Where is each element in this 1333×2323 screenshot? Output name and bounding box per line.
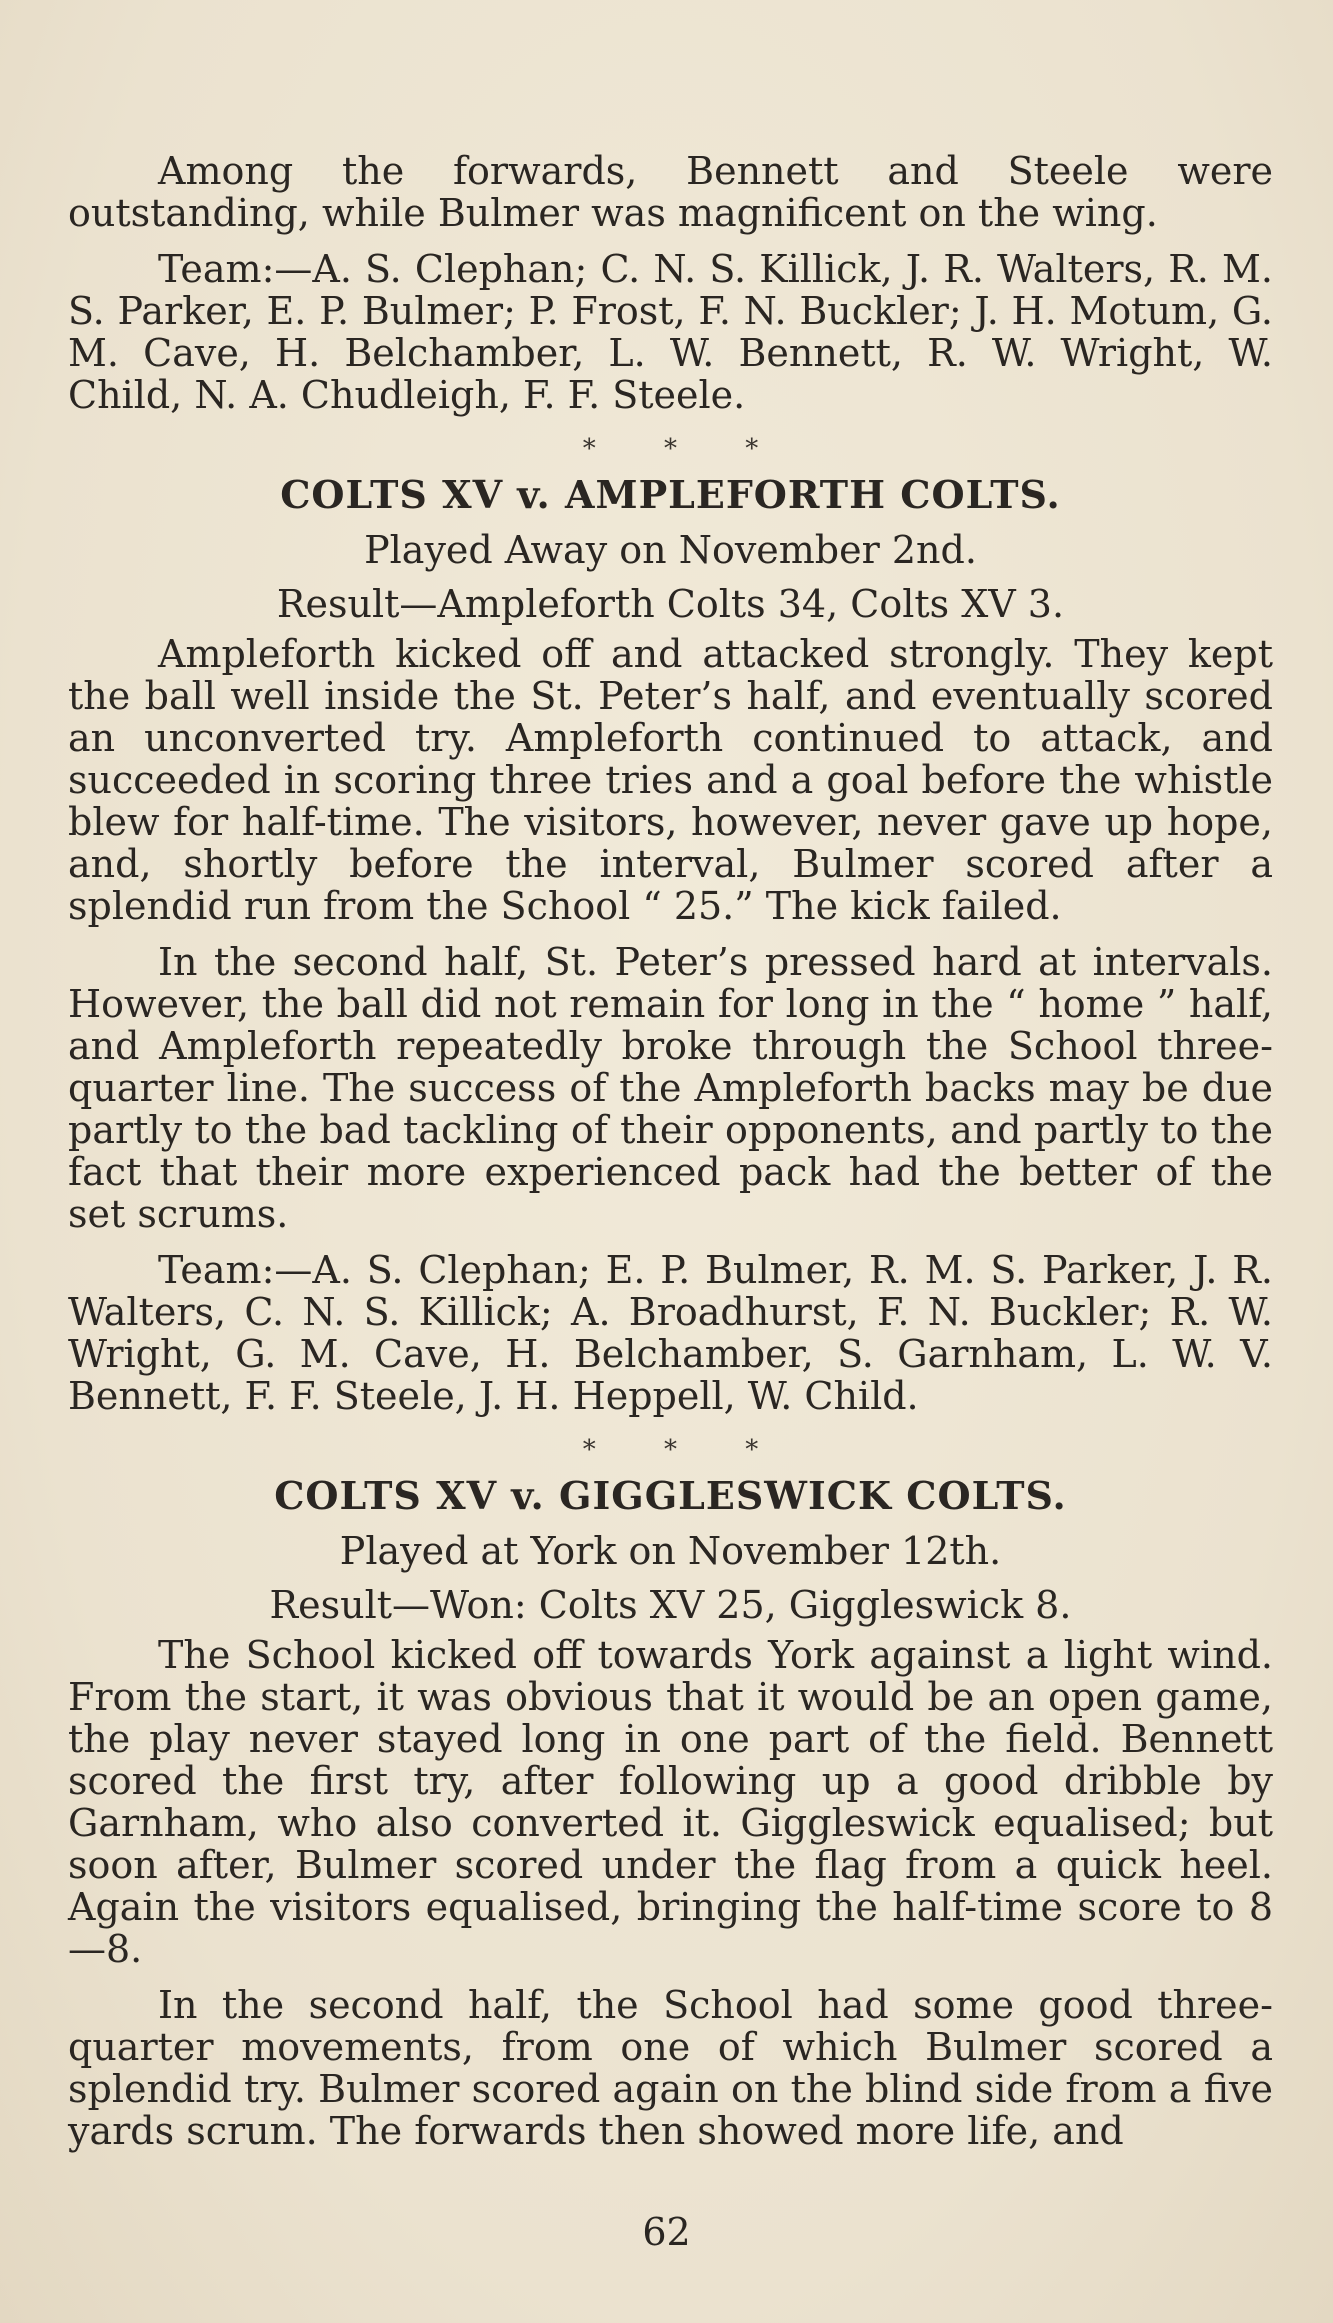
heading-ampleforth: COLTS XV v. AMPLEFORTH COLTS. <box>280 472 1061 517</box>
paragraph-team-2: Team:—A. S. Clephan; E. P. Bulmer, R. M. S. Parker, J. R. Walters, C. N. S. Killick; A. Broadhurst, F. N. Buckler; R. W. Wright, G. M. Cave, H. Belchamber, S. Garnham, L. W. V. Bennett, F. F. Steele, J. H. Heppell, W. Child. <box>68 1248 1273 1418</box>
paragraph-forwards: Among the forwards, Bennett and Steele were outstanding, while Bulmer was magnificent on the wing. <box>68 149 1273 235</box>
result-giggleswick: Result—Won: Colts XV 25, Giggleswick 8. <box>269 1583 1072 1627</box>
text-column <box>68 150 1273 2152</box>
section-separator: * * * <box>582 1435 789 1465</box>
paragraph-ampleforth-2: In the second half, St. Peter’s pressed hard at intervals. However, the ball did not remain for long in the “ home ” half, and Ampleforth repeatedly broke through the School three-quarter line. The success of the Ampleforth backs may be due partly to the bad tackling of their opponents, and partly to the fact that their more experienced pack had the better of the set scrums. <box>68 940 1273 1236</box>
heading-giggleswick: COLTS XV v. GIGGLESWICK COLTS. <box>274 1473 1067 1518</box>
paragraph-giggleswick-1: The School kicked off towards York against a light wind. From the start, it was obvious that it would be an open game, the play never stayed long in one part of the field. Bennett scored the first try, after following up a good dribble by Garnham, who also converted it. Giggleswick equalised; but soon after, Bulmer scored under the flag from a quick heel. Again the visitors equalised, bringing the half-time score to 8—8. <box>68 1633 1273 1971</box>
played-giggleswick: Played at York on November 12th. <box>339 1529 1002 1573</box>
result-ampleforth: Result—Ampleforth Colts 34, Colts XV 3. <box>276 582 1065 626</box>
played-ampleforth: Played Away on November 2nd. <box>364 528 977 572</box>
paragraph-giggleswick-2: In the second half, the School had some good three-quarter movements, from one of which Bulmer scored a splendid try. Bulmer scored again on the blind side from a five yards scrum. The forwards then showed more life, and <box>68 1983 1273 2153</box>
section-separator: * * * <box>582 434 789 464</box>
paragraph-team-1: Team:—A. S. Clephan; C. N. S. Killick, J. R. Walters, R. M. S. Parker, E. P. Bulmer; P. Frost, F. N. Buckler; J. H. Motum, G. M. Cave, H. Belchamber, L. W. Bennett, R. W. Wright, W. Child, N. A. Chudleigh, F. F. Steele. <box>68 247 1273 417</box>
page-number: 62 <box>642 2210 691 2254</box>
paragraph-ampleforth-1: Ampleforth kicked off and attacked strongly. They kept the ball well inside the St. Peter’s half, and eventually scored an unconverted try. Ampleforth continued to attack, and succeeded in scoring three tries and a goal before the whistle blew for half-time. The visitors, however, never gave up hope, and, shortly before the interval, Bulmer scored after a splendid run from the School “ 25.” The kick failed. <box>68 632 1273 928</box>
